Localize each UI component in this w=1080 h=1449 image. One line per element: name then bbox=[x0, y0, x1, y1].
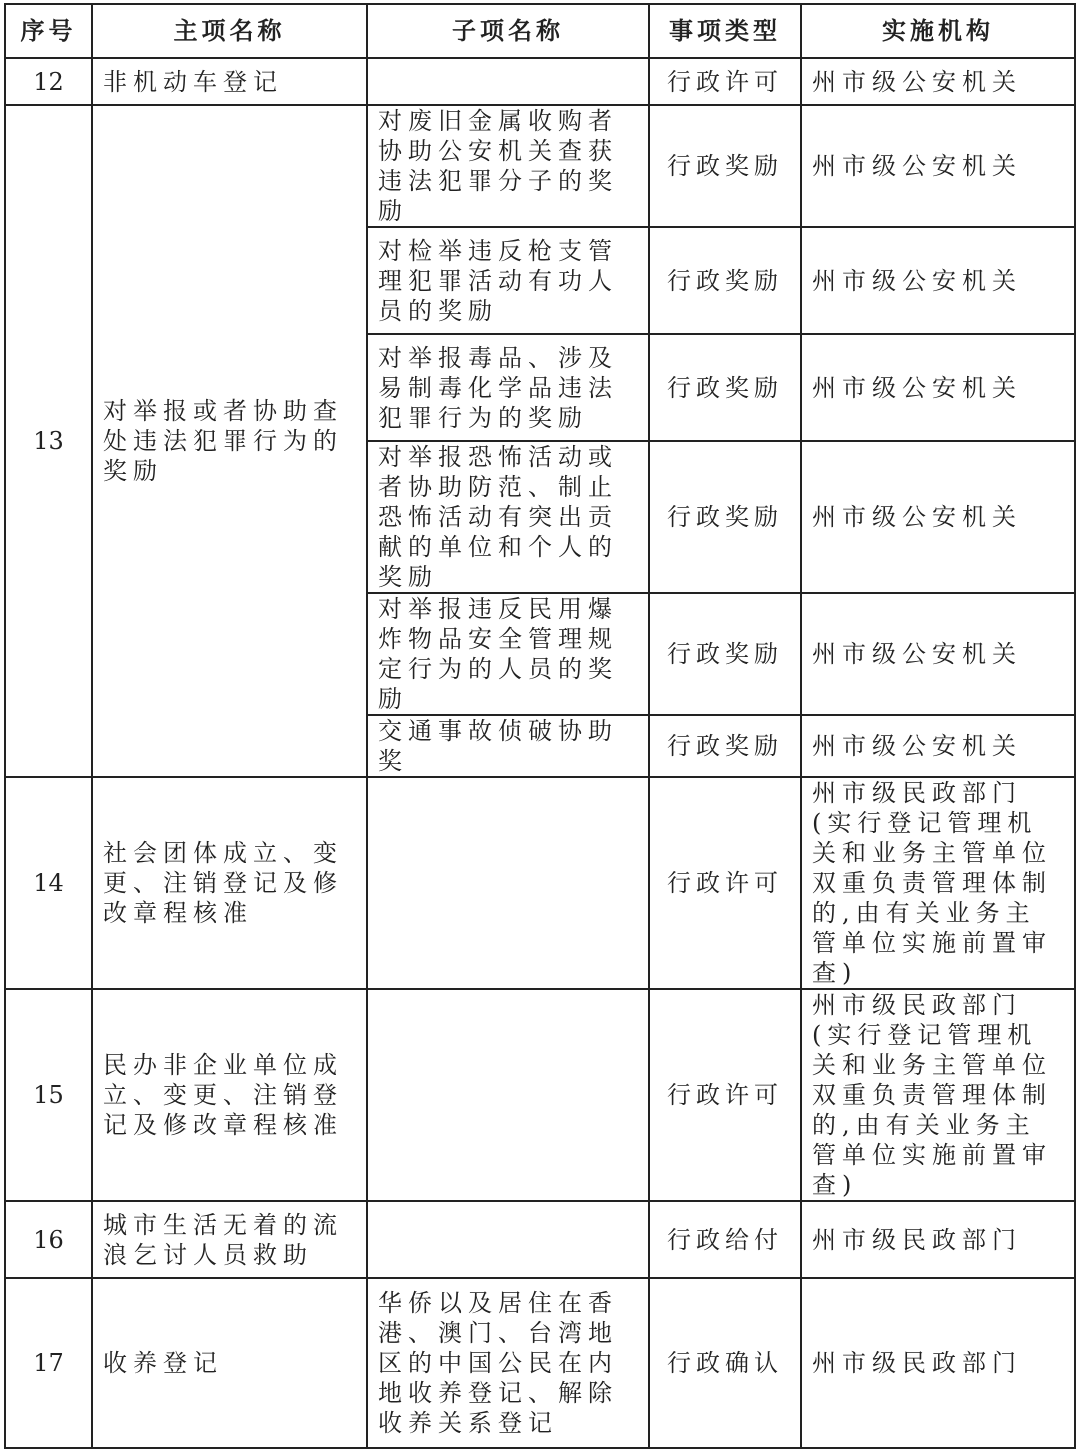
cell-item-type: 行政奖励 bbox=[649, 593, 801, 715]
cell-implementing-org: 州市级公安机关 bbox=[801, 593, 1075, 715]
cell-implementing-org: 州市级公安机关 bbox=[801, 334, 1075, 441]
cell-implementing-org: 州市级公安机关 bbox=[801, 441, 1075, 593]
cell-implementing-org: 州市级公安机关 bbox=[801, 105, 1075, 227]
cell-item-type: 行政许可 bbox=[649, 989, 801, 1201]
cell-sub-item: 对检举违反枪支管理犯罪活动有功人员的奖励 bbox=[367, 227, 649, 334]
header-main-item: 主项名称 bbox=[92, 4, 367, 58]
cell-sub-item: 对举报违反民用爆炸物品安全管理规定行为的人员的奖励 bbox=[367, 593, 649, 715]
cell-sub-item: 华侨以及居住在香港、澳门、台湾地区的中国公民在内地收养登记、解除收养关系登记 bbox=[367, 1278, 649, 1448]
cell-implementing-org: 州市级民政部门 bbox=[801, 1278, 1075, 1448]
cell-sub-item bbox=[367, 58, 649, 105]
cell-item-type: 行政奖励 bbox=[649, 227, 801, 334]
table-row bbox=[5, 1278, 1075, 1448]
cell-sub-item bbox=[367, 1201, 649, 1278]
cell-main-item: 收养登记 bbox=[92, 1278, 367, 1448]
cell-main-item: 对举报或者协助查处违法犯罪行为的奖励 bbox=[92, 105, 367, 777]
header-sub-item: 子项名称 bbox=[367, 4, 649, 58]
cell-item-type: 行政许可 bbox=[649, 58, 801, 105]
cell-implementing-org: 州市级民政部门(实行登记管理机关和业务主管单位双重负责管理体制的,由有关业务主管单位实施前置审查) bbox=[801, 989, 1075, 1201]
cell-seq: 16 bbox=[5, 1201, 92, 1278]
cell-seq: 17 bbox=[5, 1278, 92, 1448]
cell-item-type: 行政奖励 bbox=[649, 715, 801, 777]
table-row bbox=[5, 58, 1075, 105]
header-item-type: 事项类型 bbox=[649, 4, 801, 58]
cell-seq: 14 bbox=[5, 777, 92, 989]
cell-main-item: 城市生活无着的流浪乞讨人员救助 bbox=[92, 1201, 367, 1278]
cell-item-type: 行政许可 bbox=[649, 777, 801, 989]
cell-item-type: 行政确认 bbox=[649, 1278, 801, 1448]
cell-implementing-org: 州市级民政部门(实行登记管理机关和业务主管单位双重负责管理体制的,由有关业务主管单位实施前置审查) bbox=[801, 777, 1075, 989]
table-row bbox=[5, 105, 1075, 227]
cell-sub-item bbox=[367, 989, 649, 1201]
cell-seq: 13 bbox=[5, 105, 92, 777]
cell-sub-item: 交通事故侦破协助奖 bbox=[367, 715, 649, 777]
items-table bbox=[4, 3, 1076, 1449]
cell-sub-item: 对举报恐怖活动或者协助防范、制止恐怖活动有突出贡献的单位和个人的奖励 bbox=[367, 441, 649, 593]
cell-sub-item: 对举报毒品、涉及易制毒化学品违法犯罪行为的奖励 bbox=[367, 334, 649, 441]
table-row bbox=[5, 1201, 1075, 1278]
cell-item-type: 行政给付 bbox=[649, 1201, 801, 1278]
header-implementing-org: 实施机构 bbox=[801, 4, 1075, 58]
cell-item-type: 行政奖励 bbox=[649, 334, 801, 441]
cell-implementing-org: 州市级公安机关 bbox=[801, 227, 1075, 334]
header-seq: 序号 bbox=[5, 4, 92, 58]
cell-seq: 12 bbox=[5, 58, 92, 105]
cell-item-type: 行政奖励 bbox=[649, 105, 801, 227]
cell-sub-item bbox=[367, 777, 649, 989]
cell-implementing-org: 州市级民政部门 bbox=[801, 1201, 1075, 1278]
cell-main-item: 社会团体成立、变更、注销登记及修改章程核准 bbox=[92, 777, 367, 989]
cell-main-item: 民办非企业单位成立、变更、注销登记及修改章程核准 bbox=[92, 989, 367, 1201]
cell-sub-item: 对废旧金属收购者协助公安机关查获违法犯罪分子的奖励 bbox=[367, 105, 649, 227]
table-row bbox=[5, 777, 1075, 989]
cell-implementing-org: 州市级公安机关 bbox=[801, 58, 1075, 105]
cell-item-type: 行政奖励 bbox=[649, 441, 801, 593]
table-row bbox=[5, 989, 1075, 1201]
cell-seq: 15 bbox=[5, 989, 92, 1201]
cell-implementing-org: 州市级公安机关 bbox=[801, 715, 1075, 777]
header-row bbox=[5, 4, 1075, 58]
cell-main-item: 非机动车登记 bbox=[92, 58, 367, 105]
